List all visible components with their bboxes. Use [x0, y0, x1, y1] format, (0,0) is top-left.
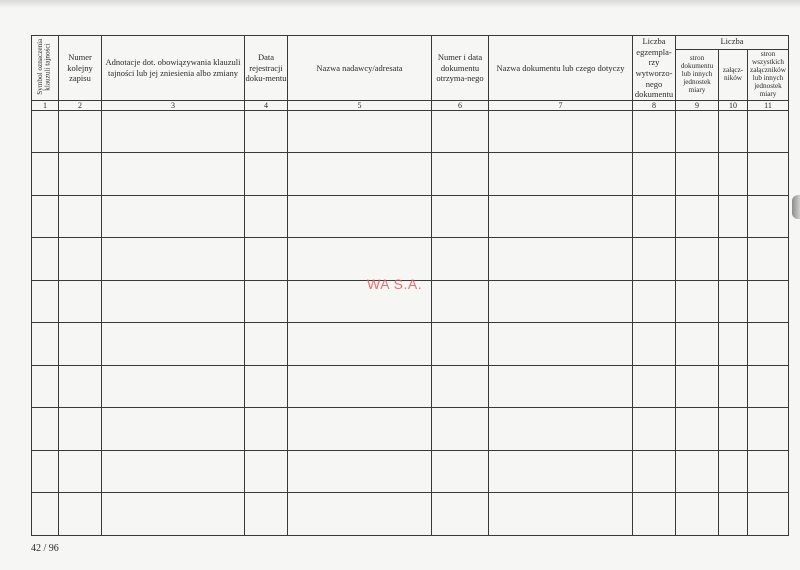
- table-cell: [748, 280, 789, 323]
- table-cell: [432, 280, 489, 323]
- table-cell: [288, 153, 432, 196]
- table-cell: [432, 493, 489, 536]
- table-cell: [633, 408, 676, 451]
- table-cell: [633, 450, 676, 493]
- table-cell: [59, 408, 102, 451]
- table-cell: [676, 238, 719, 281]
- table-cell: [748, 323, 789, 366]
- table-cell: [719, 408, 748, 451]
- table-cell: [245, 280, 288, 323]
- table-cell: [288, 408, 432, 451]
- table-cell: [719, 493, 748, 536]
- binding-tab: [792, 195, 800, 219]
- table-cell: [102, 408, 245, 451]
- page-edge-shadow: [0, 0, 800, 8]
- table-cell: [633, 280, 676, 323]
- table-cell: [748, 238, 789, 281]
- column-number: 4: [245, 100, 288, 110]
- table-cell: [32, 323, 59, 366]
- column-number: 11: [748, 100, 789, 110]
- table-cell: [288, 238, 432, 281]
- table-cell: [633, 110, 676, 153]
- table-cell: [676, 408, 719, 451]
- header-data-rejestracji: Data rejestracji doku-mentu: [245, 36, 288, 101]
- table-cell: [676, 153, 719, 196]
- table-cell: [676, 110, 719, 153]
- table-cell: [59, 365, 102, 408]
- header-nazwa-nadawcy: Nazwa nadawcy/adresata: [288, 36, 432, 101]
- table-cell: [32, 153, 59, 196]
- table-cell: [245, 153, 288, 196]
- table-cell: [59, 450, 102, 493]
- header-numer-kolejny: Numer kolejny zapisu: [59, 36, 102, 101]
- header-liczba-egzemplarzy: Liczba egzempla-rzy wytworzo-nego dokumentu: [633, 36, 676, 101]
- table-cell: [719, 238, 748, 281]
- table-cell: [432, 195, 489, 238]
- table-cell: [676, 195, 719, 238]
- column-number: 5: [288, 100, 432, 110]
- table-cell: [245, 323, 288, 366]
- header-nazwa-dokumentu: Nazwa dokumentu lub czego dotyczy: [489, 36, 633, 101]
- table-cell: [489, 408, 633, 451]
- table-cell: [102, 493, 245, 536]
- table-cell: [288, 365, 432, 408]
- table-cell: [432, 153, 489, 196]
- table-cell: [245, 408, 288, 451]
- table-cell: [32, 450, 59, 493]
- header-numer-i-data: Numer i data dokumentu otrzyma-nego: [432, 36, 489, 101]
- table-cell: [432, 238, 489, 281]
- table-cell: [676, 365, 719, 408]
- table-cell: [676, 280, 719, 323]
- column-number: 3: [102, 100, 245, 110]
- table-cell: [245, 365, 288, 408]
- table-cell: [32, 493, 59, 536]
- table-cell: [676, 450, 719, 493]
- table-cell: [719, 450, 748, 493]
- column-number: 6: [432, 100, 489, 110]
- table-cell: [489, 153, 633, 196]
- column-number: 1: [32, 100, 59, 110]
- table-cell: [59, 280, 102, 323]
- table-cell: [489, 323, 633, 366]
- table-cell: [59, 238, 102, 281]
- table-cell: [748, 493, 789, 536]
- table-cell: [489, 238, 633, 281]
- table-cell: [719, 195, 748, 238]
- table-cell: [489, 493, 633, 536]
- register-entries: [32, 110, 789, 535]
- table-row: [32, 153, 789, 196]
- table-cell: [719, 323, 748, 366]
- table-cell: [32, 365, 59, 408]
- table-cell: [59, 153, 102, 196]
- table-cell: [676, 323, 719, 366]
- table-row: [32, 195, 789, 238]
- table-cell: [245, 110, 288, 153]
- table-cell: [32, 110, 59, 153]
- table-cell: [432, 110, 489, 153]
- table-cell: [633, 195, 676, 238]
- column-number: 9: [676, 100, 719, 110]
- header-stron-zalacznikow: stron wszystkich załączników lub innych jednostek miary: [748, 50, 789, 100]
- table-cell: [719, 280, 748, 323]
- header-adnotacje: Adnotacje dot. obowiązywania klauzuli tajności lub jej zniesienia albo zmiany: [102, 36, 245, 101]
- table-cell: [432, 450, 489, 493]
- table-cell: [32, 280, 59, 323]
- table-cell: [748, 450, 789, 493]
- table-cell: [59, 110, 102, 153]
- table-cell: [102, 110, 245, 153]
- table-cell: [32, 195, 59, 238]
- table-cell: [748, 195, 789, 238]
- header-symbol-klauzuli: [32, 36, 59, 101]
- table-cell: [719, 153, 748, 196]
- table-row: [32, 450, 789, 493]
- table-cell: [489, 450, 633, 493]
- table-cell: [102, 365, 245, 408]
- table-cell: [59, 195, 102, 238]
- table-cell: [489, 110, 633, 153]
- column-number: 8: [633, 100, 676, 110]
- table-cell: [245, 238, 288, 281]
- table-cell: [432, 408, 489, 451]
- header-liczba-group: Liczba: [676, 36, 789, 50]
- table-cell: [489, 280, 633, 323]
- column-number: 2: [59, 100, 102, 110]
- table-cell: [102, 195, 245, 238]
- table-row: [32, 323, 789, 366]
- table-cell: [102, 323, 245, 366]
- page-number: 42 / 96: [31, 543, 59, 554]
- table-row: [32, 493, 789, 536]
- header-stron-dokumentu: stron dokumentu lub innych jednostek miary: [676, 50, 719, 100]
- column-number: 10: [719, 100, 748, 110]
- table-cell: [633, 493, 676, 536]
- table-cell: [633, 365, 676, 408]
- table-cell: [245, 493, 288, 536]
- watermark: WA S.A.: [367, 276, 423, 292]
- table-cell: [288, 195, 432, 238]
- header-symbol-text: Symbol oznaczenia klauzuli tajności: [36, 38, 52, 95]
- table-cell: [102, 153, 245, 196]
- table-cell: [719, 365, 748, 408]
- table-cell: [489, 195, 633, 238]
- table-cell: [288, 110, 432, 153]
- table-cell: [288, 493, 432, 536]
- table-cell: [432, 323, 489, 366]
- table-cell: [633, 238, 676, 281]
- table-row: [32, 408, 789, 451]
- table-cell: [719, 110, 748, 153]
- table-cell: [59, 323, 102, 366]
- table-cell: [748, 110, 789, 153]
- table-cell: [748, 408, 789, 451]
- table-cell: [102, 450, 245, 493]
- table-cell: [59, 493, 102, 536]
- table-cell: [676, 493, 719, 536]
- table-row: [32, 110, 789, 153]
- table-cell: [633, 323, 676, 366]
- table-cell: [748, 153, 789, 196]
- table-cell: [102, 238, 245, 281]
- column-number: 7: [489, 100, 633, 110]
- table-cell: [633, 153, 676, 196]
- column-number-row: [32, 100, 789, 110]
- header-zalacznikow: załącz-ników: [719, 50, 748, 100]
- table-cell: [32, 238, 59, 281]
- table-row: [32, 365, 789, 408]
- table-cell: [102, 280, 245, 323]
- table-cell: [288, 450, 432, 493]
- table-cell: [32, 408, 59, 451]
- table-cell: [245, 195, 288, 238]
- table-cell: [489, 365, 633, 408]
- table-cell: [748, 365, 789, 408]
- table-row: [32, 238, 789, 281]
- table-cell: [432, 365, 489, 408]
- table-cell: [288, 323, 432, 366]
- table-cell: [245, 450, 288, 493]
